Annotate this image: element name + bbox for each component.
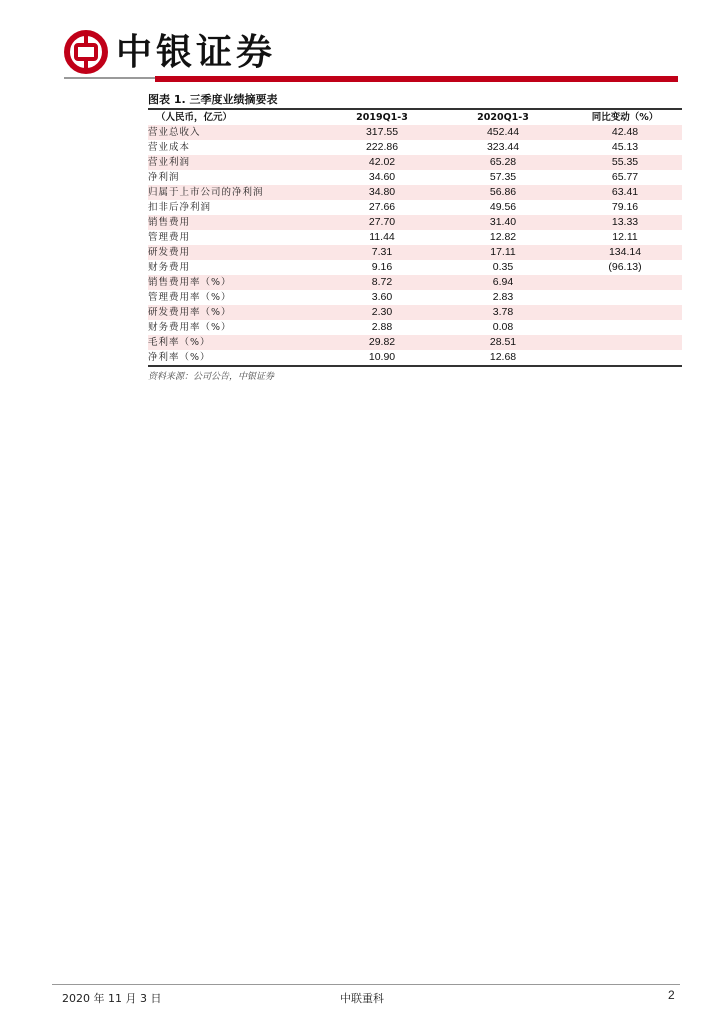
table-bottom-rule — [148, 365, 682, 367]
value-2019: 317.55 — [326, 125, 438, 140]
footer-date: 2020 年 11 月 3 日 — [62, 992, 162, 1005]
value-2020: 49.56 — [489, 201, 517, 213]
value-yoy: 13.33 — [568, 215, 682, 230]
value-2019: 11.44 — [369, 231, 395, 243]
value-2020: 65.28 — [438, 155, 568, 170]
value-yoy: 79.16 — [611, 201, 639, 213]
value-2019: 2.30 — [326, 305, 438, 320]
table-row — [148, 290, 682, 305]
value-2019: 9.16 — [371, 261, 393, 273]
value-2020: 31.40 — [438, 215, 568, 230]
table-row — [148, 185, 682, 200]
value-2019: 7.31 — [326, 245, 438, 260]
value-yoy: 134.14 — [568, 245, 682, 260]
value-2019: 34.60 — [368, 171, 396, 183]
value-2020: 3.78 — [438, 305, 568, 320]
header-yoy: 同比变动（%） — [591, 112, 659, 123]
value-2019: 222.86 — [365, 141, 399, 153]
row-label: 销售费用 — [148, 215, 326, 230]
table-row — [148, 230, 682, 245]
value-2019: 10.90 — [368, 351, 396, 363]
table-row — [148, 245, 682, 260]
table-row — [148, 125, 682, 140]
brand-name: 中银证券 — [116, 31, 277, 73]
value-2019: 8.72 — [326, 275, 438, 290]
value-2020: 17.11 — [438, 245, 568, 260]
table-row — [148, 200, 682, 215]
table-row — [148, 305, 682, 320]
table-row — [148, 155, 682, 170]
row-label: 归属于上市公司的净利润 — [148, 185, 326, 200]
footer-rule — [52, 984, 680, 985]
value-yoy: 63.41 — [568, 185, 682, 200]
value-yoy: 45.13 — [611, 141, 639, 153]
value-2020: 2.83 — [492, 291, 514, 303]
header-rule-red — [155, 76, 678, 82]
footer-title: 中联重科 — [340, 992, 384, 1005]
value-2020: 28.51 — [438, 335, 568, 350]
value-yoy — [568, 320, 682, 335]
value-2019: 34.80 — [326, 185, 438, 200]
figure-title: 图表 1. 三季度业绩摘要表 — [148, 93, 278, 106]
bank-of-china-logo-icon — [64, 30, 108, 74]
row-label: 营业利润 — [148, 155, 326, 170]
table-row — [148, 260, 682, 275]
row-label: 研发费用率（%） — [148, 305, 326, 320]
value-2019: 29.82 — [326, 335, 438, 350]
value-2020: 0.08 — [492, 321, 514, 333]
row-label: 毛利率（%） — [148, 335, 326, 350]
table-row — [148, 320, 682, 335]
table-row — [148, 140, 682, 155]
value-yoy — [568, 290, 682, 305]
row-label: 管理费用率（%） — [148, 292, 232, 303]
value-2020: 6.94 — [438, 275, 568, 290]
value-yoy — [568, 305, 682, 320]
table-header-row — [148, 110, 682, 125]
value-yoy: (96.13) — [608, 261, 642, 273]
row-label: 财务费用 — [148, 262, 191, 273]
table-row — [148, 215, 682, 230]
value-2020: 0.35 — [492, 261, 514, 273]
row-label: 研发费用 — [148, 245, 326, 260]
value-2019: 2.88 — [371, 321, 393, 333]
row-label: 销售费用率（%） — [148, 275, 326, 290]
row-label: 财务费用率（%） — [148, 322, 232, 333]
row-label: 营业总收入 — [148, 125, 326, 140]
header-2020: 2020Q1-3 — [477, 112, 529, 123]
value-yoy: 65.77 — [611, 171, 639, 183]
value-2019: 27.66 — [368, 201, 396, 213]
row-label: 管理费用 — [148, 232, 191, 243]
table-row — [148, 350, 682, 365]
value-2020: 12.68 — [489, 351, 517, 363]
table-row — [148, 335, 682, 350]
value-2020: 56.86 — [438, 185, 568, 200]
summary-table — [148, 108, 682, 367]
value-yoy: 12.11 — [612, 231, 638, 243]
table-row — [148, 170, 682, 185]
value-2020: 323.44 — [486, 141, 520, 153]
value-2020: 57.35 — [489, 171, 517, 183]
value-2019: 42.02 — [326, 155, 438, 170]
value-yoy: 55.35 — [568, 155, 682, 170]
table-row — [148, 275, 682, 290]
value-2019: 27.70 — [326, 215, 438, 230]
value-yoy — [568, 275, 682, 290]
value-yoy: 42.48 — [568, 125, 682, 140]
value-2020: 452.44 — [438, 125, 568, 140]
row-label: 营业成本 — [148, 142, 191, 153]
value-2019: 3.60 — [371, 291, 393, 303]
page-number: 2 — [668, 988, 675, 1002]
source-note: 资料来源：公司公告，中银证券 — [148, 372, 275, 382]
value-yoy — [568, 335, 682, 350]
brand-logo — [64, 30, 276, 74]
row-label: 净利率（%） — [148, 352, 211, 363]
row-label: 净利润 — [148, 172, 180, 183]
value-yoy — [568, 350, 682, 365]
header-2019: 2019Q1-3 — [356, 112, 408, 123]
header-unit: （人民币，亿元） — [156, 112, 233, 123]
value-2020: 12.82 — [489, 231, 517, 243]
row-label: 扣非后净利润 — [148, 202, 212, 213]
